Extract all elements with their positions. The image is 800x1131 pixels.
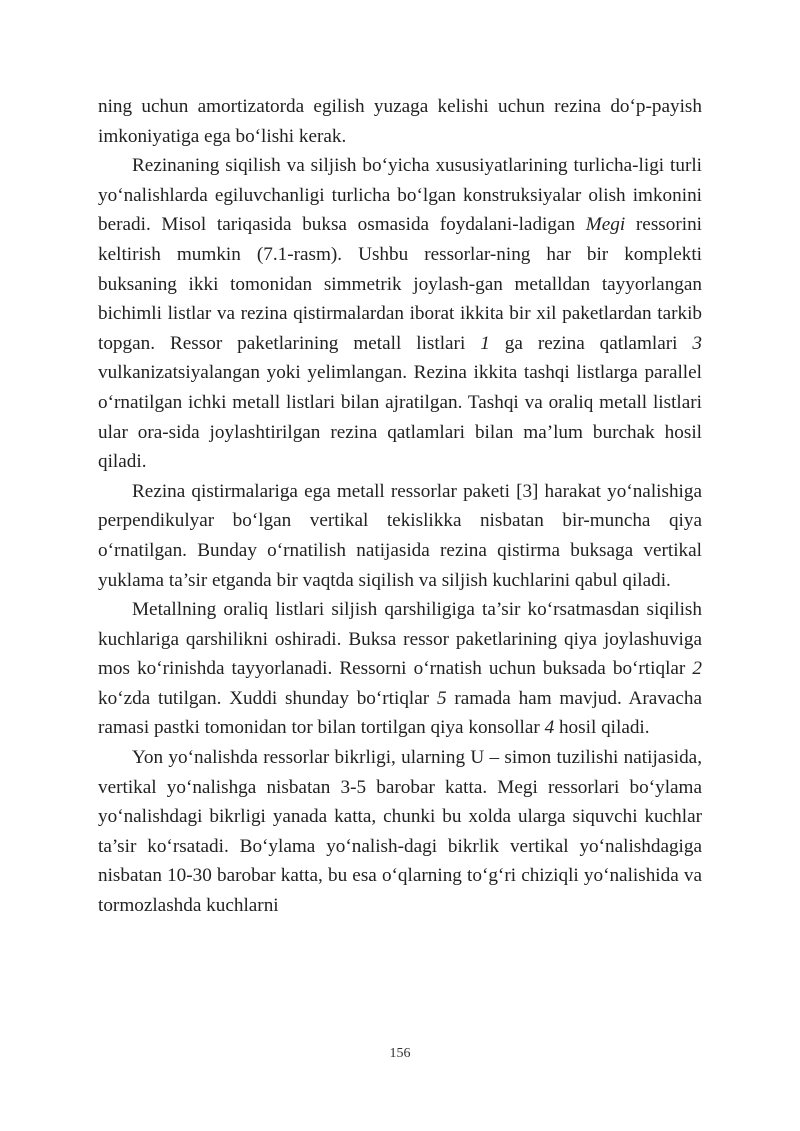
text-segment: Yon yo‘nalishda ressorlar bikrligi, ularning U – simon tuzilishi natijasida, vertikal yo‘nalishga nisbatan 3-5 barobar katta. Megi ressorlari bo‘ylama yo‘nalishdagi bikrligi yanada katta, chunki bu xolda ularga siquvchi kuchlar ta’sir ko‘rsatadi. Bo‘ylama yo‘nalish-dagi bikrlik vertikal yo‘nalishdagiga nisbatan 10-30 barobar katta, bu esa o‘qlarning to‘g‘ri chiziqli yo‘nalishida va tormozlashda kuchlarni xyxy=(98,747,702,917)
paragraph-5 xyxy=(98,743,702,921)
text-segment: vulkanizatsiyalangan yoki yelimlangan. Rezina ikkita tashqi listlarga parallel o‘rnatilgan ichki metall listlari bilan ajratilgan. Tashqi va oraliq metall listlari ular ora-sida joylashtirilgan rezina qatlamlari bilan ma’lum burchak hosil qiladi. xyxy=(98,362,702,473)
paragraph-3 xyxy=(98,477,702,595)
ressor-name-italic: Megi xyxy=(585,214,626,236)
figure-ref-italic: 4 xyxy=(544,717,555,739)
text-segment: Rezina qistirmalariga ega metall ressorlar paketi [3] harakat yo‘nalishiga perpendikulyar bo‘lgan vertikal tekislikka nisbatan bir-muncha qiya o‘rnatilgan. Bunday o‘rnatilish natijasida rezina qistirma buksaga vertikal yuklama ta’sir etganda bir vaqtda siqilish va siljish kuchlarini qabul qiladi. xyxy=(98,480,702,591)
text-segment: ko‘zda tutilgan. Xuddi shunday bo‘rtiqlar xyxy=(98,687,437,709)
paragraph-1 xyxy=(98,92,702,151)
text-segment: ning uchun amortizatorda egilish yuzaga kelishi uchun rezina do‘p-payish imkoniyatiga ega bo‘lishi kerak. xyxy=(98,96,702,147)
figure-ref-italic: 2 xyxy=(692,658,702,680)
text-segment: ramada ham mavjud. Aravacha ramasi pastki tomonidan tor bilan tortilgan qiya konsollar xyxy=(98,687,702,739)
paragraph-2 xyxy=(98,151,702,477)
paragraph-4 xyxy=(98,595,702,743)
figure-ref-italic: 3 xyxy=(692,332,702,354)
text-segment: ressorini keltirish mumkin (7.1-rasm). Ushbu ressorlar-ning har bir komplekti buksaning ikki tomonidan simmetrik joylash-gan metalldan tayyorlangan bichimli listlar va rezina qistirmalardan iborat ikkita bir xil paketlardan tarkib topgan. Ressor paketlarining metall listlari xyxy=(98,214,702,354)
page-body xyxy=(98,92,702,921)
text-segment: Rezinaning siqilish va siljish bo‘yicha xususiyatlarining turlicha-ligi turli yo‘nalishlarda egiluvchanligi turlicha bo‘lgan konstruksiyalar olish imkonini beradi. Misol tariqasida buksa osmasida foydalani-ladigan xyxy=(98,155,702,236)
text-segment: Metallning oraliq listlari siljish qarshiligiga ta’sir ko‘rsatmasdan siqilish kuchlariga qarshilikni oshiradi. Buksa ressor paketlarining qiya joylashuviga mos ko‘rinishda tayyorlanadi. Ressorni o‘rnatish uchun buksada bo‘rtiqlar xyxy=(98,599,702,680)
text-segment: ga rezina qatlamlari xyxy=(489,332,693,354)
text-segment: hosil qiladi. xyxy=(554,717,650,739)
page-number: 156 xyxy=(389,1046,411,1061)
figure-ref-italic: 1 xyxy=(480,332,490,354)
figure-ref-italic: 5 xyxy=(436,687,447,709)
